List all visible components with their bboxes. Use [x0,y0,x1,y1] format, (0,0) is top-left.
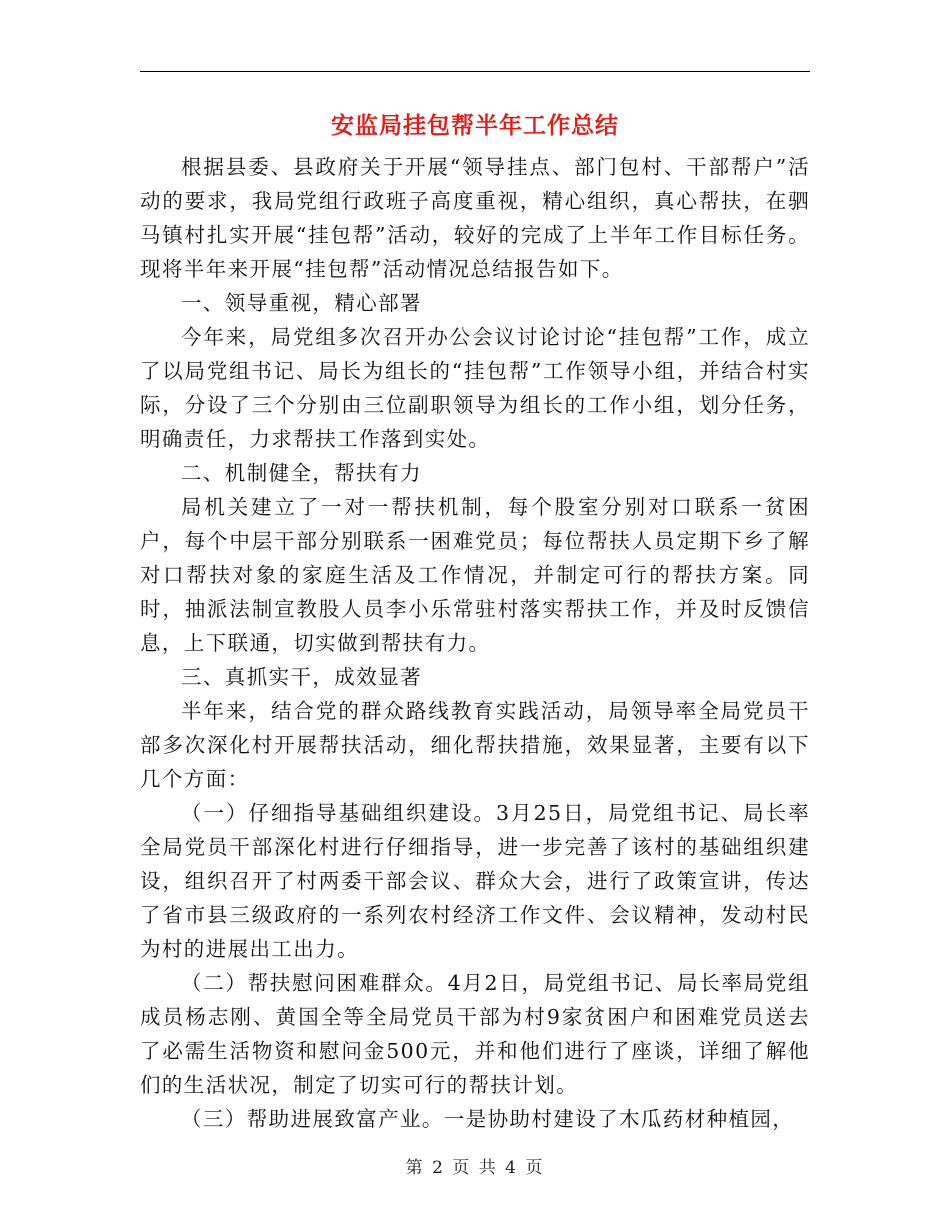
subsection-3-paragraph: （三）帮助进展致富产业。一是协助村建设了木瓜药材种植园， [181,1107,795,1131]
subsection-2-paragraph: （二）帮扶慰问困难群众。4月2日，局党组书记、局长率局党组成员杨志刚、黄国全等全局党员干部为村9家贫困户和困难党员送去了必需生活物资和慰问金500元，并和他们进行了座谈，详细了解他们的生活状况，制定了切实可行的帮扶计划。 [140,971,810,1097]
subsection-1-paragraph: （一）仔细指导基础组织建设。3月25日，局党组书记、局长率全局党员干部深化村进行仔细指导，进一步完善了该村的基础组织建设，组织召开了村两委干部会议、群众大会，进行了政策宣讲，传达了省市县三级政府的一系列农村经济工作文件、会议精神，发动村民为村的进展出工出力。 [140,801,810,961]
page-number-footer: 第 2 页 共 4 页 [405,1158,545,1178]
header-rule [140,71,810,72]
section-heading-2: 二、机制健全，帮扶有力 [181,461,422,485]
document-body [140,150,810,1136]
section-heading-1: 一、领导重视，精心部署 [181,291,422,315]
section-1-paragraph: 今年来，局党组多次召开办公会议讨论讨论“挂包帮”工作，成立了以局党组书记、局长为组长的“挂包帮”工作领导小组，并结合村实际，分设了三个分别由三位副职领导为组长的工作小组，划分任务，明确责任，力求帮扶工作落到实处。 [140,325,810,451]
section-3-paragraph: 半年来，结合党的群众路线教育实践活动，局领导率全局党员干部多次深化村开展帮扶活动，细化帮扶措施，效果显著，主要有以下几个方面： [140,699,810,791]
section-2-paragraph: 局机关建立了一对一帮扶机制，每个股室分别对口联系一贫困户，每个中层干部分别联系一困难党员；每位帮扶人员定期下乡了解对口帮扶对象的家庭生活及工作情况，并制定可行的帮扶方案。同时，抽派法制宣教股人员李小乐常驻村落实帮扶工作，并及时反馈信息，上下联通，切实做到帮扶有力。 [140,495,810,655]
section-heading-3: 三、真抓实干，成效显著 [181,665,422,689]
intro-paragraph: 根据县委、县政府关于开展“领导挂点、部门包村、干部帮户”活动的要求，我局党组行政班子高度重视，精心组织，真心帮扶，在驷马镇村扎实开展“挂包帮”活动，较好的完成了上半年工作目标任务。现将半年来开展“挂包帮”活动情况总结报告如下。 [140,155,810,281]
document-title: 安监局挂包帮半年工作总结 [331,112,619,139]
